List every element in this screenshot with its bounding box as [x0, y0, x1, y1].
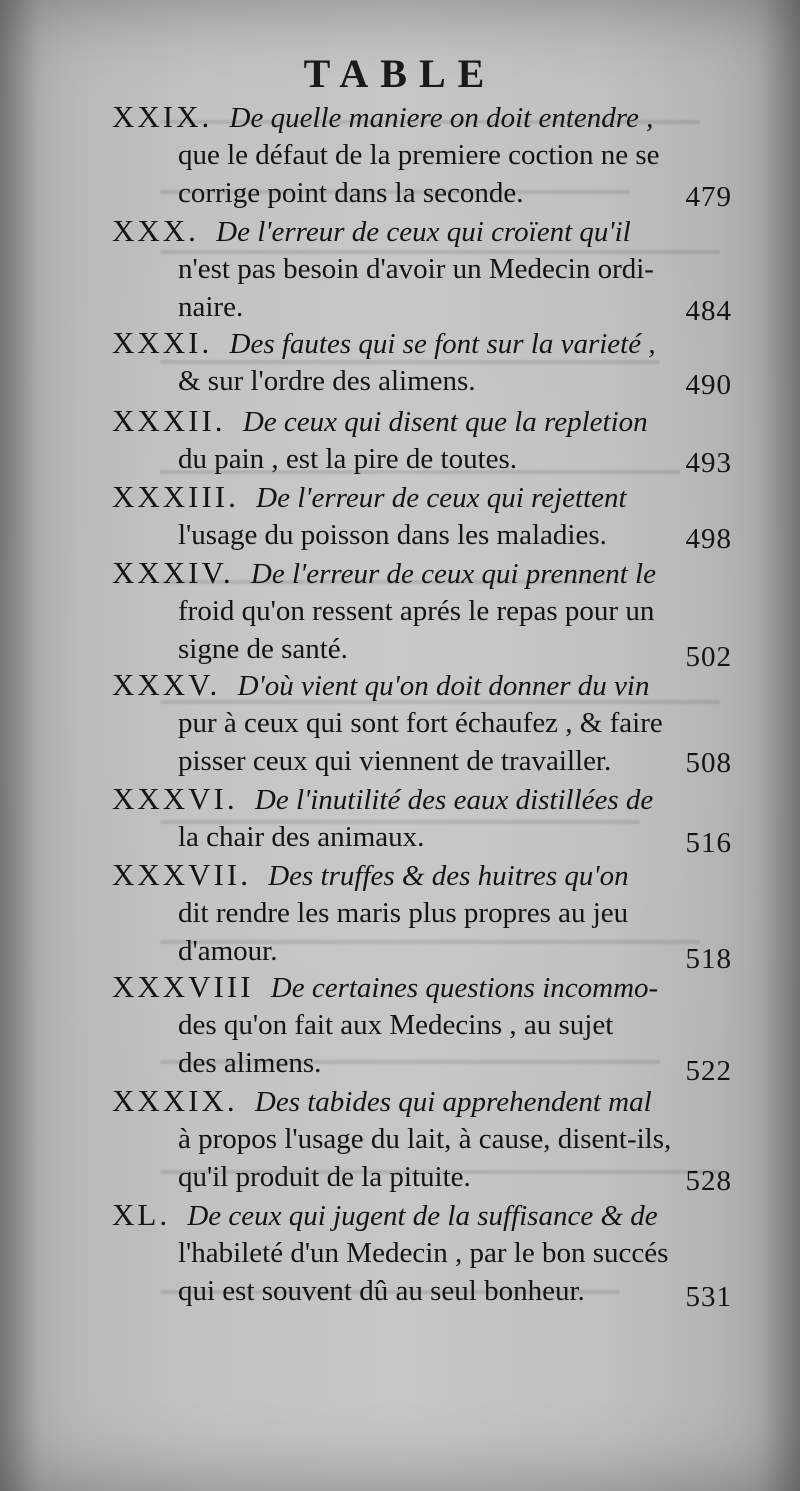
entry-text-line: d'amour. [178, 935, 278, 967]
entry-text-line: la chair des animaux. [178, 821, 425, 853]
entry-page-number: 502 [685, 641, 732, 673]
entry-text-line: Des truffes & des huitres qu'on [268, 860, 629, 892]
entry-text-line: à propos l'usage du lait, à cause, disent-ils, [178, 1123, 672, 1155]
entry-page-number: 528 [685, 1165, 732, 1197]
entry-text-line: De certaines questions incommo- [270, 972, 659, 1004]
entry-text-line: De l'erreur de ceux qui croïent qu'il [216, 216, 631, 248]
entry-text-line: qu'il produit de la pituite. [178, 1161, 471, 1193]
entry-numeral: XXIX. [112, 99, 213, 134]
entry-first-line [112, 1198, 658, 1233]
page-title: TABLE [303, 51, 497, 96]
entry-numeral: XXXVIII [112, 969, 254, 1004]
entry-text-line: signe de santé. [178, 633, 348, 665]
entry-page-number: 479 [685, 181, 732, 213]
entry-text-line: l'usage du poisson dans les maladies. [178, 519, 607, 551]
entry-page-number: 490 [685, 369, 732, 401]
entry-text-line: Des tabides qui apprehendent mal [254, 1086, 652, 1118]
entry-page-number: 531 [685, 1281, 732, 1313]
entry-numeral: XXXVII. [112, 857, 251, 892]
entry-first-line [112, 858, 629, 893]
entry-text-line: De l'erreur de ceux qui rejettent [256, 482, 627, 514]
entry-text-line: des qu'on fait aux Medecins , au sujet [178, 1009, 614, 1041]
entry-text-line: naire. [178, 291, 244, 323]
entry-numeral: XXXII. [112, 403, 226, 438]
entry-first-line [112, 782, 653, 817]
entry-page-number: 493 [685, 447, 732, 479]
entry-text-line: des alimens. [178, 1047, 322, 1079]
entry-text-line: n'est pas besoin d'avoir un Medecin ordi- [178, 253, 654, 285]
entry-first-line [112, 404, 648, 439]
entry-numeral: XXXIV. [112, 555, 234, 590]
entry-numeral: XXXV. [112, 667, 221, 702]
entry-first-line [112, 970, 658, 1005]
entry-text-line: pisser ceux qui viennent de travailler. [178, 745, 612, 777]
entry-numeral: XXXVI. [112, 781, 238, 816]
entry-first-line [112, 556, 656, 591]
entry-text-line: Des fautes qui se font sur la varieté , [229, 328, 656, 360]
entry-numeral: XXXIX. [112, 1083, 238, 1118]
entry-page-number: 484 [685, 295, 732, 327]
entry-text-line: De l'erreur de ceux qui prennent le [250, 558, 656, 590]
entry-first-line [112, 1084, 652, 1119]
entry-numeral: XXXIII. [112, 479, 239, 514]
entry-page-number: 508 [685, 747, 732, 779]
entry-page-number: 516 [685, 827, 732, 859]
entry-text-line: dit rendre les maris plus propres au jeu [178, 897, 629, 929]
entry-text-line: De l'inutilité des eaux distillées de [254, 784, 654, 816]
entry-page-number: 522 [685, 1055, 732, 1087]
entry-numeral: XL. [112, 1197, 171, 1232]
entry-text-line: pur à ceux qui sont fort échaufez , & faire [178, 707, 663, 739]
entry-first-line [112, 668, 649, 703]
entry-text-line: De ceux qui disent que la repletion [242, 406, 648, 438]
entry-numeral: XXXI. [112, 325, 213, 360]
entry-text-line: qui est souvent dû au seul bonheur. [178, 1275, 585, 1307]
entry-text-line: & sur l'ordre des alimens. [178, 365, 476, 397]
entry-first-line [112, 326, 656, 361]
entry-page-number: 498 [685, 523, 732, 555]
entry-text-line: D'où vient qu'on doit donner du vin [237, 670, 650, 702]
entry-first-line [112, 480, 627, 515]
entry-text-line: l'habileté d'un Medecin , par le bon succés [178, 1237, 669, 1269]
entry-first-line [112, 100, 653, 135]
entry-text-line: que le défaut de la premiere coction ne se [178, 139, 660, 171]
entry-first-line [112, 214, 631, 249]
entry-text-line: De quelle maniere on doit entendre , [229, 102, 654, 134]
entry-text-line: De ceux qui jugent de la suffisance & de [187, 1200, 658, 1232]
entry-numeral: XXX. [112, 213, 199, 248]
entry-page-number: 518 [685, 943, 732, 975]
entry-text-line: froid qu'on ressent aprés le repas pour un [178, 595, 655, 627]
entry-text-line: corrige point dans la seconde. [178, 177, 524, 209]
entry-text-line: du pain , est la pire de toutes. [178, 443, 518, 475]
